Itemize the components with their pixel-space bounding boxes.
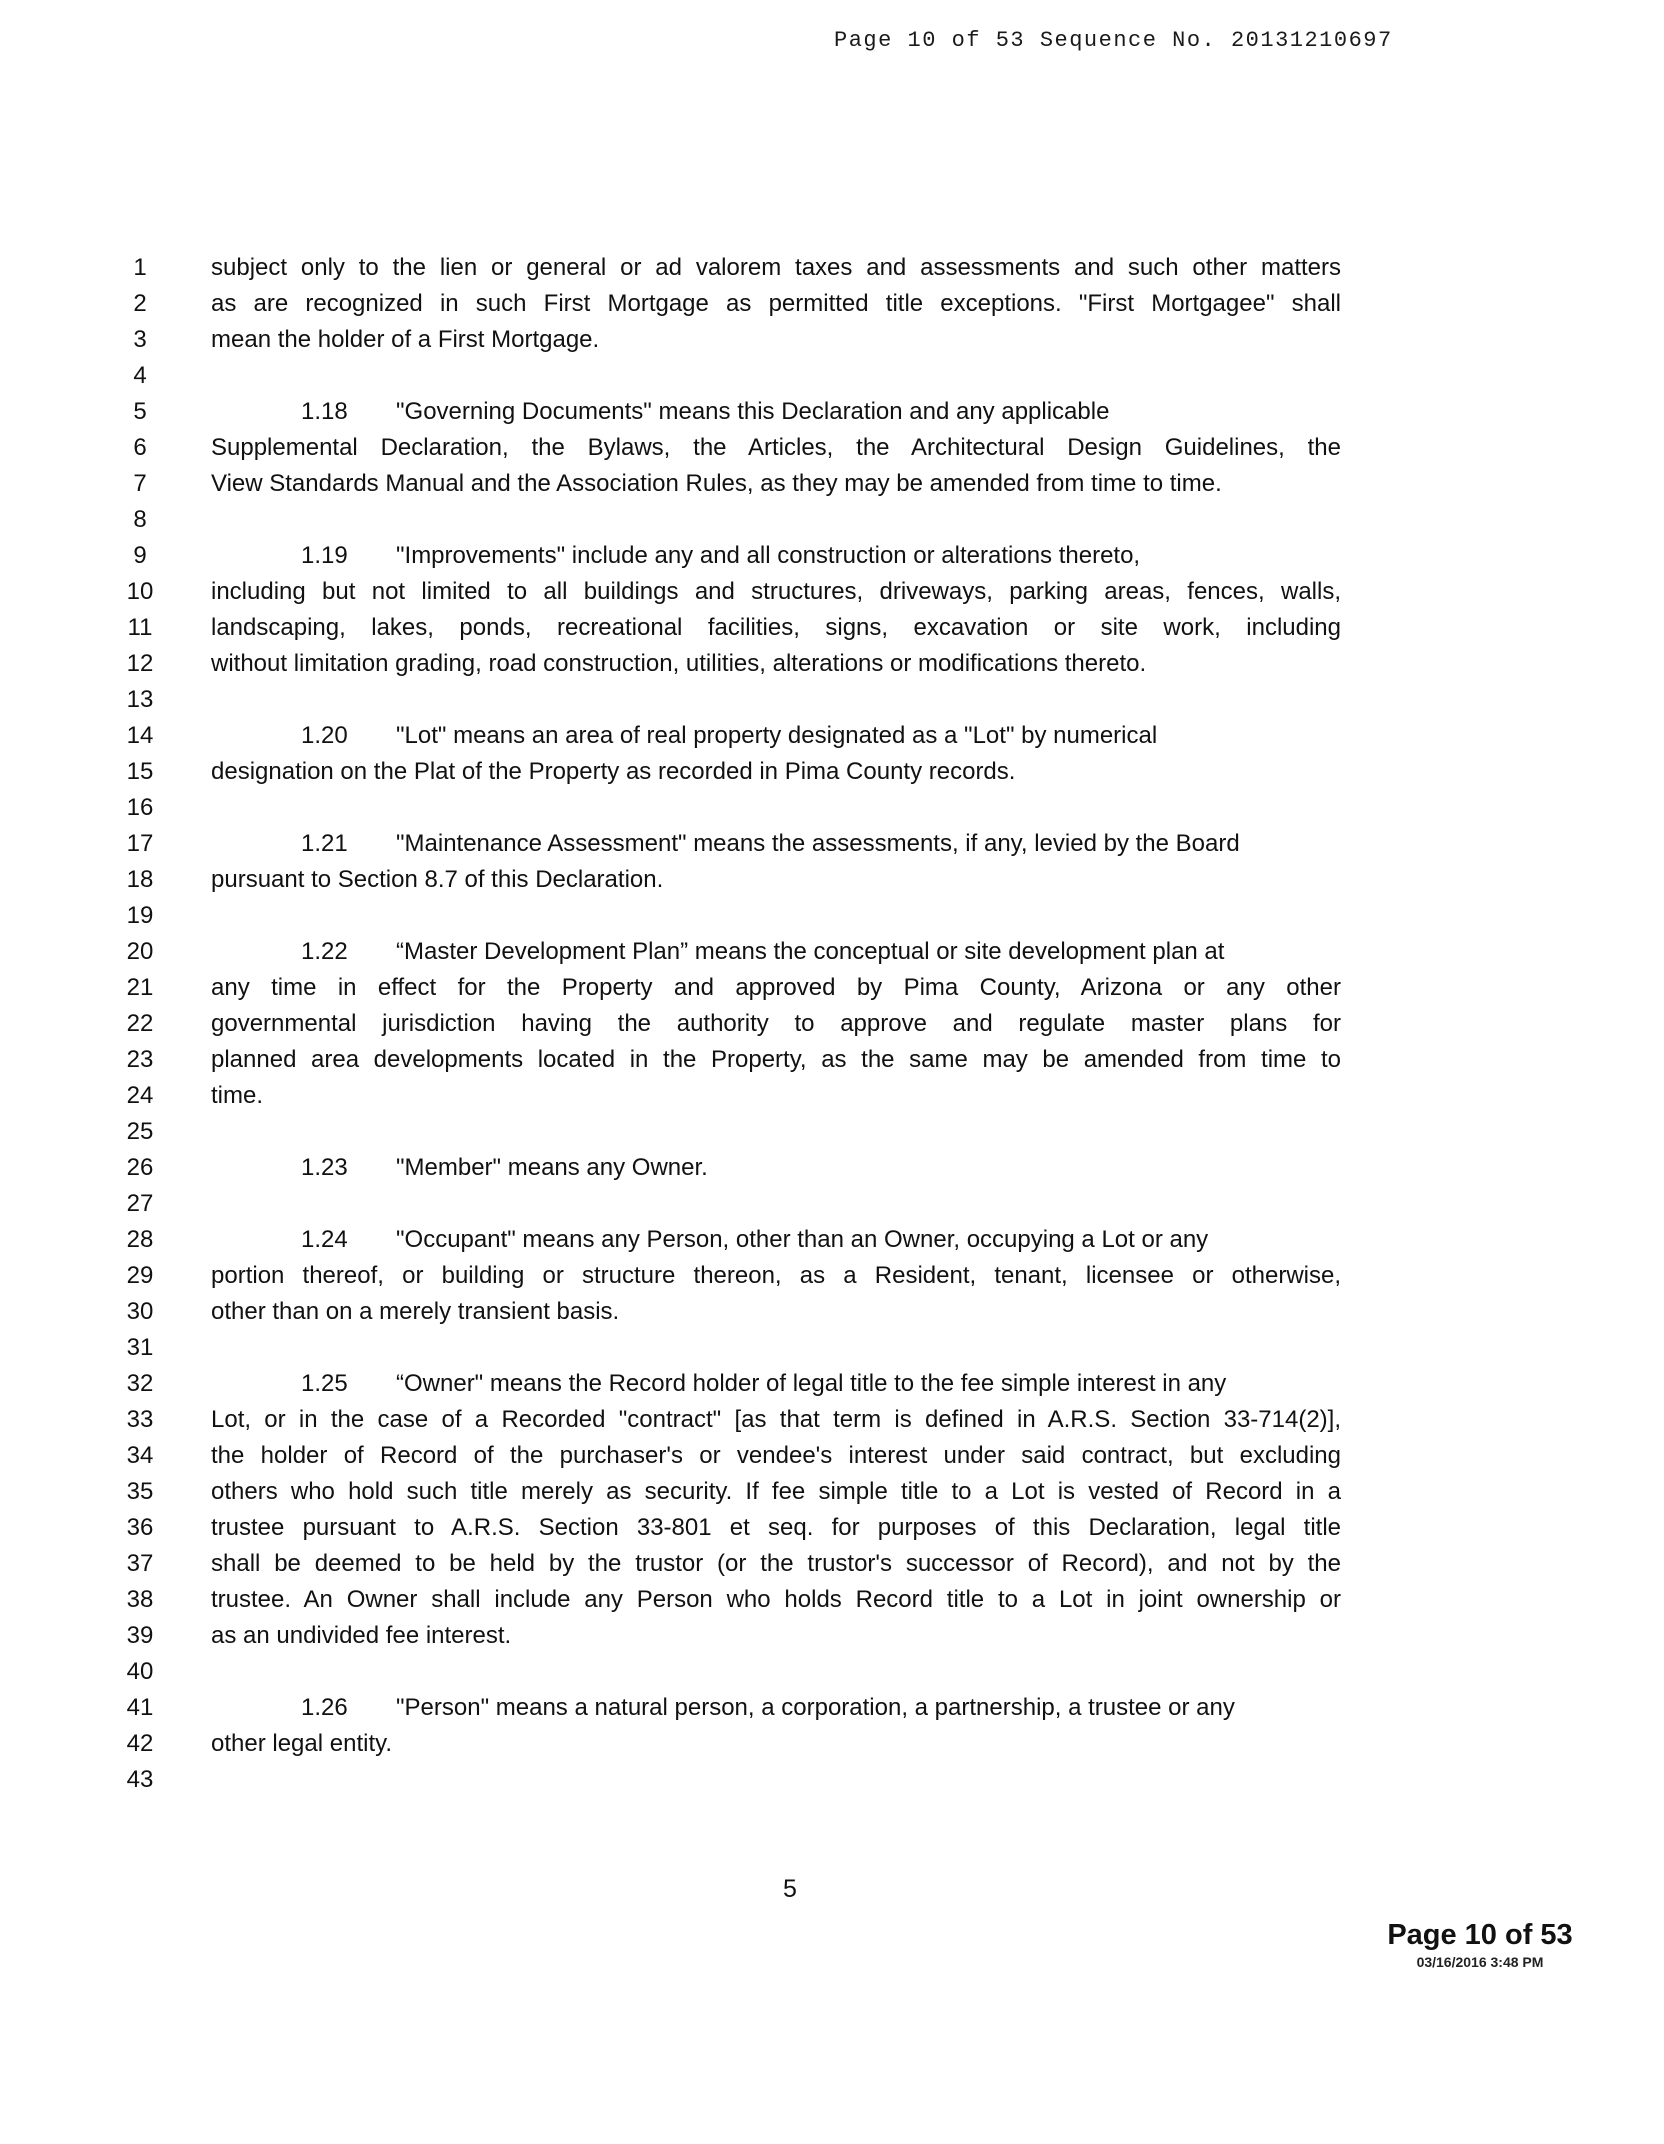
page-number: 5 — [783, 1875, 797, 1903]
document-line — [0, 1510, 1664, 1546]
document-line — [0, 646, 1664, 682]
document-line — [0, 1582, 1664, 1618]
line-number: 9 — [133, 542, 147, 569]
line-number: 30 — [126, 1298, 154, 1325]
line-number: 40 — [126, 1658, 154, 1685]
document-line — [0, 1294, 1664, 1330]
line-number: 10 — [126, 578, 154, 605]
line-text: View Standards Manual and the Association Rules, as they may be amended from time to time. — [211, 470, 1222, 497]
line-number: 25 — [126, 1118, 154, 1145]
line-text — [211, 394, 1341, 430]
document-line — [0, 1078, 1664, 1114]
section-number: 1.26 — [301, 1694, 348, 1721]
document-line — [0, 1150, 1664, 1186]
document-line — [0, 1258, 1664, 1294]
document-line — [0, 934, 1664, 970]
line-number: 4 — [133, 362, 147, 389]
document-body — [0, 250, 1664, 1798]
line-text — [211, 538, 1341, 574]
line-number: 37 — [126, 1550, 154, 1577]
section-text: "Occupant" means any Person, other than an Owner, occupying a Lot or any — [396, 1226, 1209, 1253]
line-number: 27 — [126, 1190, 154, 1217]
document-line — [0, 1186, 1664, 1222]
line-number: 33 — [126, 1406, 154, 1433]
line-text: governmental jurisdiction having the authority to approve and regulate master plans for — [211, 1010, 1341, 1037]
section-text: "Governing Documents" means this Declaration and any applicable — [396, 398, 1110, 425]
document-line — [0, 1690, 1664, 1726]
line-number: 2 — [133, 290, 147, 317]
line-text: mean the holder of a First Mortgage. — [211, 326, 600, 353]
document-line — [0, 1726, 1664, 1762]
line-number: 16 — [126, 794, 154, 821]
section-number: 1.21 — [301, 830, 348, 857]
section-text: "Member" means any Owner. — [396, 1154, 708, 1181]
line-text: as an undivided fee interest. — [211, 1622, 512, 1649]
document-line — [0, 502, 1664, 538]
document-line — [0, 790, 1664, 826]
section-number: 1.25 — [301, 1370, 348, 1397]
line-text: portion thereof, or building or structure thereon, as a Resident, tenant, licensee or otherwise, — [211, 1262, 1341, 1289]
document-line — [0, 1618, 1664, 1654]
section-text: "Improvements" include any and all construction or alterations thereto, — [396, 542, 1141, 569]
line-text — [211, 718, 1341, 754]
line-text: including but not limited to all buildings and structures, driveways, parking areas, fences, walls, — [211, 578, 1341, 605]
document-line — [0, 1042, 1664, 1078]
line-text: without limitation grading, road construction, utilities, alterations or modifications thereto. — [211, 650, 1147, 677]
line-number: 23 — [126, 1046, 154, 1073]
line-number: 12 — [126, 650, 154, 677]
line-text: time. — [211, 1082, 264, 1109]
line-text: the holder of Record of the purchaser's or vendee's interest under said contract, but excluding — [211, 1442, 1341, 1469]
line-number: 42 — [126, 1730, 154, 1757]
document-line — [0, 1762, 1664, 1798]
page-header-sequence: Page 10 of 53 Sequence No. 20131210697 — [834, 28, 1393, 53]
section-text: "Maintenance Assessment" means the assessments, if any, levied by the Board — [396, 830, 1240, 857]
document-line — [0, 1366, 1664, 1402]
section-number: 1.24 — [301, 1226, 348, 1253]
document-line — [0, 970, 1664, 1006]
line-number: 28 — [126, 1226, 154, 1253]
line-number: 34 — [126, 1442, 154, 1469]
section-number: 1.19 — [301, 542, 348, 569]
line-number: 31 — [126, 1334, 154, 1361]
document-line — [0, 286, 1664, 322]
section-number: 1.23 — [301, 1154, 348, 1181]
document-line — [0, 1546, 1664, 1582]
line-number: 15 — [126, 758, 154, 785]
document-line — [0, 466, 1664, 502]
line-text: designation on the Plat of the Property as recorded in Pima County records. — [211, 758, 1016, 785]
line-number: 5 — [133, 398, 147, 425]
section-number: 1.22 — [301, 938, 348, 965]
document-line — [0, 610, 1664, 646]
document-line — [0, 862, 1664, 898]
line-number: 18 — [126, 866, 154, 893]
line-text: planned area developments located in the Property, as the same may be amended from time to — [211, 1046, 1341, 1073]
line-text: Supplemental Declaration, the Bylaws, the Articles, the Architectural Design Guidelines, the — [211, 434, 1341, 461]
document-line — [0, 430, 1664, 466]
document-line — [0, 322, 1664, 358]
line-number: 41 — [126, 1694, 154, 1721]
line-text: landscaping, lakes, ponds, recreational facilities, signs, excavation or site work, including — [211, 614, 1341, 641]
line-number: 14 — [126, 722, 154, 749]
document-line — [0, 1438, 1664, 1474]
document-line — [0, 1330, 1664, 1366]
line-text — [211, 1222, 1341, 1258]
document-line — [0, 250, 1664, 286]
line-text: as are recognized in such First Mortgage as permitted title exceptions. "First Mortgagee" shall — [211, 290, 1341, 317]
line-number: 43 — [126, 1766, 154, 1793]
section-text: "Lot" means an area of real property designated as a "Lot" by numerical — [396, 722, 1158, 749]
line-text: any time in effect for the Property and approved by Pima County, Arizona or any other — [211, 974, 1341, 1001]
document-line — [0, 394, 1664, 430]
line-number: 11 — [127, 614, 153, 641]
document-line — [0, 826, 1664, 862]
line-number: 7 — [133, 470, 147, 497]
document-line — [0, 1222, 1664, 1258]
line-number: 38 — [126, 1586, 154, 1613]
document-line — [0, 1114, 1664, 1150]
line-text: other than on a merely transient basis. — [211, 1298, 620, 1325]
document-line — [0, 718, 1664, 754]
section-text: "Person" means a natural person, a corporation, a partnership, a trustee or any — [396, 1694, 1235, 1721]
line-text: trustee. An Owner shall include any Person who holds Record title to a Lot in joint ownership or — [211, 1586, 1341, 1613]
document-line — [0, 574, 1664, 610]
line-text — [211, 1150, 1341, 1186]
document-line — [0, 1402, 1664, 1438]
line-number: 22 — [126, 1010, 154, 1037]
line-text: subject only to the lien or general or ad valorem taxes and assessments and such other matters — [211, 254, 1341, 281]
line-text: trustee pursuant to A.R.S. Section 33-801 et seq. for purposes of this Declaration, legal title — [211, 1514, 1341, 1541]
line-number: 8 — [133, 506, 147, 533]
line-number: 26 — [126, 1154, 154, 1181]
document-line — [0, 754, 1664, 790]
document-line — [0, 1474, 1664, 1510]
line-text — [211, 1366, 1341, 1402]
line-number: 13 — [126, 686, 154, 713]
line-text: other legal entity. — [211, 1730, 392, 1757]
stamp-page-count: Page 10 of 53 — [1387, 1919, 1573, 1951]
document-line — [0, 1654, 1664, 1690]
line-number: 17 — [126, 830, 154, 857]
line-text — [211, 826, 1341, 862]
line-text: others who hold such title merely as security. If fee simple title to a Lot is vested of Record in a — [211, 1478, 1341, 1505]
line-number: 35 — [126, 1478, 154, 1505]
line-number: 39 — [126, 1622, 154, 1649]
document-line — [0, 358, 1664, 394]
line-number: 20 — [126, 938, 154, 965]
section-text: “Owner" means the Record holder of legal title to the fee simple interest in any — [396, 1370, 1227, 1397]
line-text — [211, 934, 1341, 970]
section-number: 1.18 — [301, 398, 348, 425]
line-number: 29 — [126, 1262, 154, 1289]
document-line — [0, 898, 1664, 934]
line-number: 1 — [133, 254, 147, 281]
line-text: Lot, or in the case of a Recorded "contract" [as that term is defined in A.R.S. Section 33-714(2)], — [211, 1406, 1341, 1433]
line-text: shall be deemed to be held by the trustor (or the trustor's successor of Record), and not by the — [211, 1550, 1341, 1577]
line-number: 6 — [133, 434, 147, 461]
line-text: pursuant to Section 8.7 of this Declaration. — [211, 866, 664, 893]
document-line — [0, 1006, 1664, 1042]
line-number: 3 — [133, 326, 147, 353]
line-number: 36 — [126, 1514, 154, 1541]
section-text: “Master Development Plan” means the conceptual or site development plan at — [396, 938, 1225, 965]
document-line — [0, 682, 1664, 718]
line-number: 32 — [126, 1370, 154, 1397]
line-number: 21 — [126, 974, 154, 1001]
section-number: 1.20 — [301, 722, 348, 749]
stamp-date: 03/16/2016 3:48 PM — [1416, 1954, 1544, 1970]
line-number: 19 — [126, 902, 154, 929]
line-number: 24 — [126, 1082, 154, 1109]
line-text — [211, 1690, 1341, 1726]
document-line — [0, 538, 1664, 574]
page-stamp — [1360, 1918, 1600, 1970]
